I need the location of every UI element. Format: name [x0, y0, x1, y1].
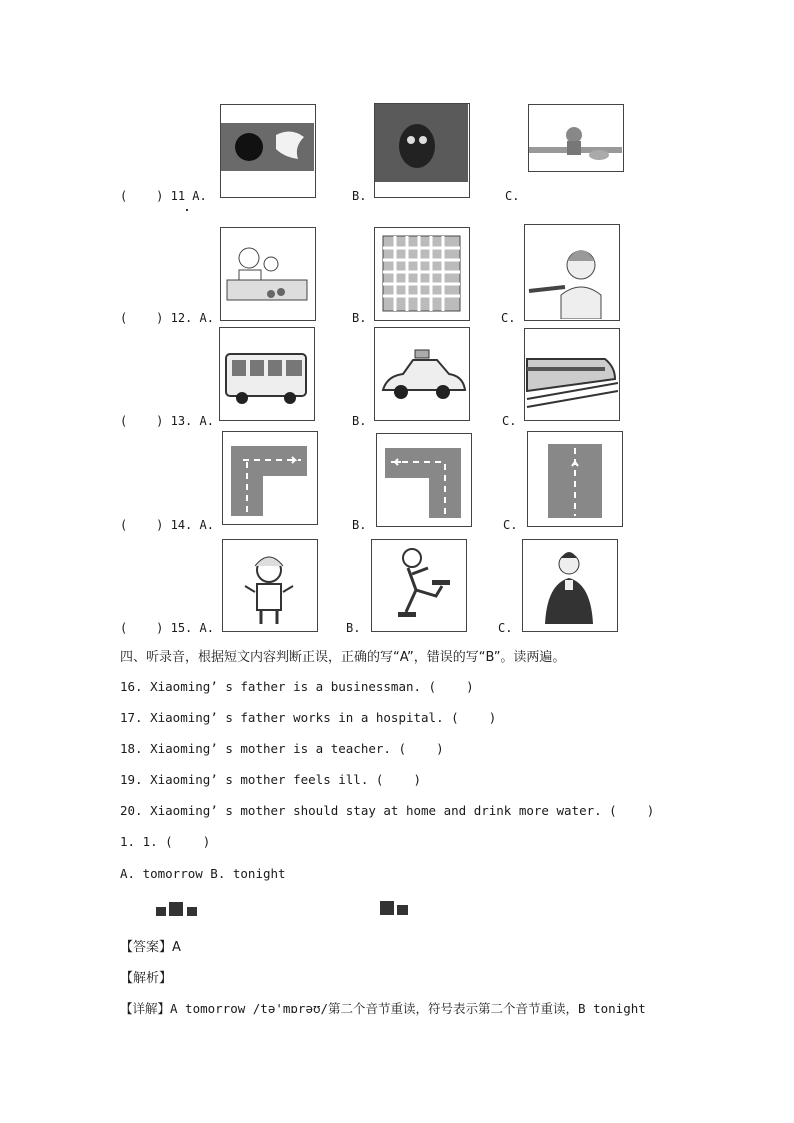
q15-option-b: B. [346, 621, 361, 635]
q13-number: ( ) 13. A. [120, 414, 214, 428]
q11-option-b: B. [352, 189, 367, 203]
stress-mark-small [397, 905, 408, 915]
answer-blank[interactable]: ( ) [120, 518, 164, 532]
q12-picture-a [220, 227, 316, 321]
q15-picture-a [222, 539, 318, 632]
q14-number: ( ) 14. A. [120, 518, 214, 532]
option-a-label: A. [199, 621, 214, 635]
q13-option-c: C. [502, 414, 517, 428]
statement-17: 17. Xiaoming’ s father works in a hospital. ( ) [120, 710, 497, 725]
stress-mark-small [187, 907, 197, 916]
question-number: 14 [170, 518, 186, 532]
statement-20: 20. Xiaoming’ s mother should stay at home and drink more water. ( ) [120, 803, 655, 818]
statement-18: 18. Xiaoming’ s mother is a teacher. ( ) [120, 741, 444, 756]
q15-picture-b [371, 539, 467, 632]
question-number: 13 [170, 414, 186, 428]
q14-option-c: C. [503, 518, 518, 532]
option-a-label: A. [199, 414, 214, 428]
option-a-label: A. [199, 518, 214, 532]
option-a-label: A. [199, 311, 214, 325]
option-a-label: A. [192, 189, 207, 203]
q12-picture-c [524, 224, 620, 321]
answer-blank[interactable]: ( ) [120, 414, 164, 428]
q14-picture-b [376, 433, 472, 527]
q14-option-b: B. [352, 518, 367, 532]
q15-picture-c [522, 539, 618, 632]
q11-number [120, 189, 207, 203]
question-number: 15 [170, 621, 186, 635]
q12-option-c: C. [501, 311, 516, 325]
q12-picture-b [374, 227, 470, 321]
q15-number: ( ) 15. A. [120, 621, 214, 635]
q13-picture-c [524, 328, 620, 421]
question-number: 12 [170, 311, 186, 325]
statement-16: 16. Xiaoming’ s father is a businessman. ( ) [120, 679, 474, 694]
answer-blank[interactable]: ( ) [120, 621, 164, 635]
section-4-title: 四、听录音，根据短文内容判断正误，正确的写“A”，错误的写“B”。读两遍。 [120, 650, 566, 665]
answer-blank[interactable]: ( ) [120, 311, 164, 325]
answer-choices: A. tomorrow B. tonight [120, 866, 286, 881]
q11-picture-b [374, 103, 470, 198]
q15-option-c: C. [498, 621, 513, 635]
question-number: 11 [170, 189, 186, 203]
stress-mark-large [169, 902, 183, 916]
q14-picture-c [527, 431, 623, 527]
answer-label: 【答案】A [120, 940, 181, 955]
answer-blank[interactable]: ( ) [120, 189, 164, 203]
q11-option-c: C. [505, 189, 520, 203]
q12-number: ( ) 12. A. [120, 311, 214, 325]
q14-picture-a [222, 431, 318, 525]
analysis-label: 【解析】 [120, 971, 173, 986]
statement-19: 19. Xiaoming’ s mother feels ill. ( ) [120, 772, 422, 787]
detail-text: 【详解】A tomorrow /tə'mɒrəʊ/第二个音节重读，符号表示第二个音节重读，B tonight [120, 1001, 646, 1016]
q13-picture-b [374, 327, 470, 421]
q11-picture-a [220, 104, 316, 198]
stress-mark-small [156, 907, 166, 916]
q13-option-b: B. [352, 414, 367, 428]
stress-mark-large [380, 901, 394, 915]
question-1: 1. 1. ( ) [120, 834, 211, 849]
stray-dot [186, 209, 188, 211]
q11-picture-c [528, 104, 624, 172]
q13-picture-a [219, 327, 315, 421]
q12-option-b: B. [352, 311, 367, 325]
